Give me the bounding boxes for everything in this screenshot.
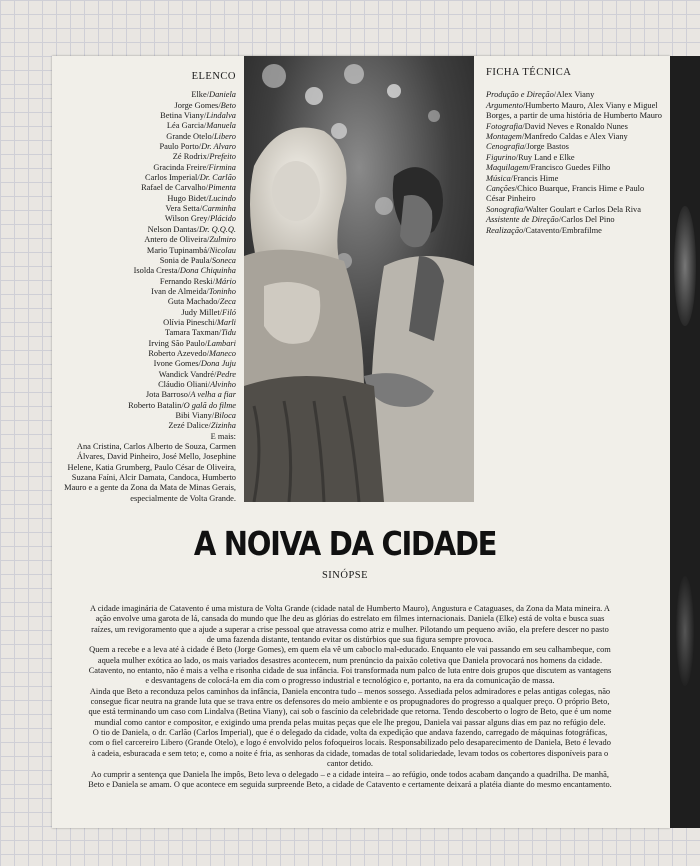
cast-row: Bibi Viany/Biloca	[175, 411, 236, 420]
cast-actor: Guta Machado	[167, 297, 218, 307]
cast-actor: Roberto Batalin	[128, 400, 182, 410]
cast-row: Paulo Porto/Dr. Alvaro	[159, 142, 236, 152]
cast-row: Cláudio Oliani/Alvinho	[158, 379, 236, 389]
cast-role: Pedre	[216, 369, 236, 379]
cast-role: O galã do filme	[183, 400, 236, 410]
cast-row: Roberto Batalin/O galã do filme	[128, 400, 236, 410]
cast-row: Antero de Oliveira/Zulmiro	[144, 235, 236, 245]
cast-actor: Carlos Imperial	[145, 173, 198, 183]
cast-actor: Ivan de Almeida	[151, 286, 207, 296]
cast-actor: Jota Barroso	[145, 390, 188, 400]
cast-role: Pimenta	[208, 183, 236, 193]
cast-actor: Grande Otelo	[166, 131, 212, 141]
cast-role: Tidu	[221, 328, 236, 338]
adjacent-page-photo	[670, 56, 700, 828]
synopsis-paragraph: O tio de Daniela, o dr. Carlão (Carlos Imperial), que é o delegado da cidade, volta da expedição que andava fazendo, carregado de máquinas fotográficas, com o fiel carcereiro Libero (Grande Otelo), e logo é envolvido pelos fofoqueiros locais. Responsabilizado pelo desaparecimento de Daniela, Beto é levado à cadeia, esburacada e sem teto; e, como a noite é fria, as senhoras da cidade, tomadas de total solidariedade, levam todos os cobertores disponíveis para o cantor detido.	[89, 728, 611, 769]
cast-row: Sonia de Paula/Soneca	[159, 255, 236, 265]
film-still-photo	[244, 56, 474, 502]
cast-row: Wandick Vandré/Pedre	[158, 369, 236, 379]
credit-name: Catavento/Embrafilme	[525, 225, 602, 235]
cast-extra-text: Ana Cristina, Carlos Alberto de Souza, Carmen Álvares, David Pinheiro, José Mello, Josephine Helene, Katia Grumberg, Paulo César de Oliveira, Suzana Faíni, Alcir Damata, Candoca, Humberto Mauro e a gente da Zona da Mata de Minas Gerais, especialmente de Volta Grande.	[64, 442, 236, 503]
cast-actor: Jorge Gomes	[174, 100, 219, 110]
credit-row: Figurino/Ruy Land e Elke	[486, 152, 575, 162]
cast-actor: Ivone Gomes	[153, 359, 199, 369]
credit-row: Produção e Direção/Alex Viany	[486, 90, 595, 100]
credit-role: Fotografia	[486, 121, 523, 131]
cast-row: Roberto Azevedo/Maneco	[148, 348, 236, 358]
synopsis-paragraph: Ainda que Beto a reconduza pelos caminhos da infância, Daniela encontra tudo – menos sossego. Assediada pelos admiradores e pelas antigas colegas, não consegue ficar neutra na grande luta que se trava entre os defensores do meio ambiente e os propugnadores do progresso a qualquer preço. O próprio Beto, que está terminando um caso com Lindalva (Betina Viany), cai sob o fascínio da celebridade que retorna. Tendo descoberto o logro de Beto, que é um nome mundial como cantor e compositor, e exigindo uma prenda pelas muitas peças que ele lhe pregou, Daniela vai passar alguns dias em paz no refúgio dele.	[88, 686, 612, 727]
cast-list	[60, 90, 236, 431]
credit-row: Cenografia/Jorge Bastos	[486, 142, 569, 152]
cast-row: Nelson Dantas/Dr. Q.Q.Q.	[147, 224, 236, 234]
cast-row: Carlos Imperial/Dr. Carlão	[145, 173, 236, 183]
cast-role: Lambari	[207, 338, 236, 348]
cast-row: Mario Tupinambá/Nicolau	[146, 245, 236, 255]
credit-row: Sonografia/Walter Goulart e Carlos Dela Riva	[486, 204, 641, 214]
credit-role: Canções	[486, 184, 515, 194]
cast-actor: Gracinda Freire	[153, 162, 207, 172]
credit-name: David Neves e Ronaldo Nunes	[524, 121, 628, 131]
cast-row: Grande Otelo/Libero	[166, 131, 236, 141]
cast-actor: Irving São Paulo	[148, 338, 205, 348]
credit-row: Montagem/Manfredo Caldas e Alex Viany	[486, 132, 628, 142]
credit-role: Realização	[486, 225, 524, 235]
film-still-illustration	[244, 56, 474, 502]
cast-row: Isolda Cresta/Dona Chiquinha	[133, 266, 236, 276]
cast-actor: Zé Rodrix	[172, 152, 207, 162]
cast-actor: Antero de Oliveira	[144, 235, 207, 245]
cast-role: Plácido	[209, 214, 236, 224]
cast-role: Zeca	[219, 297, 236, 307]
cast-role: Beto	[220, 100, 236, 110]
cast-role: Filó	[222, 307, 236, 317]
credits-section	[486, 68, 662, 236]
credit-row: Argumento/Humberto Mauro, Alex Viany e Miguel Borges, a partir de uma história de Humberto Mauro	[486, 100, 662, 121]
cast-role: Nicolau	[209, 245, 236, 255]
synopsis-text	[88, 604, 612, 790]
cast-role: Lucindo	[208, 193, 236, 203]
credit-name: Walter Goulart e Carlos Dela Riva	[525, 204, 641, 214]
cast-row: Hugo Bidet/Lucindo	[167, 193, 236, 203]
cast-actor: Fernando Reski	[159, 276, 213, 286]
cast-role: Dr. Alvaro	[201, 142, 236, 152]
cast-role: Prefeito	[209, 152, 236, 162]
cast-actor: Nelson Dantas	[147, 224, 197, 234]
credit-name: Alex Viany	[556, 90, 595, 100]
credit-row: Música/Francis Hime	[486, 173, 559, 183]
synopsis-heading: SINÓPSE	[321, 570, 369, 581]
credit-name: Chico Buarque, Francis Hime e Paulo César Pinheiro	[486, 184, 645, 204]
cast-role: Libero	[213, 131, 236, 141]
cast-row: Zé Rodrix/Prefeito	[172, 152, 236, 162]
credit-role: Argumento	[486, 100, 523, 110]
credit-name: Francisco Guedes Filho	[530, 163, 611, 173]
credit-role: Assistente de Direção	[486, 215, 559, 225]
cast-actor: Wilson Grey	[164, 214, 208, 224]
credit-name: Jorge Bastos	[526, 142, 569, 152]
cast-actor: Elke	[191, 90, 207, 100]
credit-row: Maquilagem/Francisco Guedes Filho	[486, 163, 611, 173]
credit-name: Manfredo Caldas e Alex Viany	[524, 132, 628, 142]
cast-actor: Isolda Cresta	[133, 266, 178, 276]
credit-name: Francis Hime	[512, 173, 559, 183]
cast-role: Alvinho	[209, 379, 236, 389]
cast-actor: Vera Setta	[165, 204, 200, 214]
credit-role: Produção e Direção	[486, 90, 554, 100]
cast-actor: Tamara Taxman	[164, 328, 219, 338]
cast-actor: Wandick Vandré	[158, 369, 214, 379]
cast-role: Lindalva	[206, 111, 236, 121]
cast-actor: Zezé Dalice	[168, 421, 209, 431]
cast-actor: Paulo Porto	[159, 142, 199, 152]
cast-extra-label: E mais:	[210, 431, 236, 441]
cast-row: Gracinda Freire/Firmina	[153, 162, 236, 172]
credit-role: Figurino	[486, 152, 516, 162]
cast-row: Jorge Gomes/Beto	[174, 100, 236, 110]
cast-actor: Olívia Pineschi	[163, 317, 215, 327]
cast-role: Manuela	[206, 121, 236, 131]
credit-role: Música	[486, 173, 511, 183]
credit-row: Realização/Catavento/Embrafilme	[486, 225, 602, 235]
cast-role: Dona Chiquinha	[179, 266, 236, 276]
cast-role: Mário	[215, 276, 236, 286]
cast-role: Toninho	[208, 286, 236, 296]
cast-role: Maneco	[209, 348, 236, 358]
cast-row: Judy Millet/Filó	[181, 307, 236, 317]
cast-actor: Bibi Viany	[175, 411, 212, 420]
cast-actor: Hugo Bidet	[167, 193, 207, 203]
cast-actor: Judy Millet	[181, 307, 220, 317]
synopsis-paragraph: Ao cumprir a sentença que Daniela lhe impôs, Beto leva o delegado – e a cidade inteira – ao refúgio, onde todos acabam dançando a quadrilha. De manhã, Beto e Daniela se amam. O que acontece em seguida surpreende Beto, a cidade de Catavento e certamente deixará a platéia diante do mesmo encantamento.	[88, 769, 612, 789]
cast-row: Olívia Pineschi/Marli	[163, 317, 236, 327]
credit-row: Fotografia/David Neves e Ronaldo Nunes	[486, 121, 628, 131]
credits-heading: FICHA TÉCNICA	[486, 67, 572, 78]
cast-actor: Mario Tupinambá	[146, 245, 208, 255]
cast-row: Vera Setta/Carminha	[165, 204, 236, 214]
credit-name: Humberto Mauro, Alex Viany e Miguel Borges, a partir de uma história de Humberto Mauro	[486, 100, 662, 121]
cast-role: Dr. Q.Q.Q.	[199, 224, 236, 234]
cast-role: Biloca	[214, 411, 236, 420]
cast-row: Fernando Reski/Mário	[159, 276, 236, 286]
cast-role: Zulmiro	[209, 235, 236, 245]
cast-role: Daniela	[209, 90, 236, 100]
cast-row: Wilson Grey/Plácido	[164, 214, 236, 224]
cast-row: Ivan de Almeida/Toninho	[151, 286, 236, 296]
synopsis-paragraph: Quem a recebe e a leva até à cidade é Beto (Jorge Gomes), em quem ela vê um caboclo mal-educado. Enquanto ele vai passando em seu calhambeque, com aquela mulher exótica ao lado, os mais variados desastres acontecem, num prenúncio da paixão coletiva que Daniela provocará nos homens da cidade. Catavento, no entanto, não é mais a velha e risonha cidade de sua infância. Foi transformada num palco de luta entre dois grupos que discutem as vantagens e desvantagens de colocá-la em dia com o progresso industrial e tecnológico e, portanto, na era da comunicação de massa.	[88, 645, 612, 686]
cast-row: Ivone Gomes/Dona Juju	[153, 359, 236, 369]
cast-row: Betina Viany/Lindalva	[160, 111, 236, 121]
credit-row: Assistente de Direção/Carlos Del Pino	[486, 215, 615, 225]
cast-row: Jota Barroso/A velha a fiar	[145, 390, 236, 400]
cast-actor: Rafael de Carvalho	[141, 183, 206, 193]
credit-role: Maquilagem	[486, 163, 529, 173]
credit-role: Montagem	[486, 132, 522, 142]
cast-row: Elke/Daniela	[191, 90, 236, 100]
synopsis-paragraph: A cidade imaginária de Catavento é uma mistura de Volta Grande (cidade natal de Humberto Mauro), Angustura e Cataguases, da Zona da Mata mineira. A ação envolve uma garota de lá, cansada do mundo que lhe deu as glórias do estrelato em filmes internacionais. Daniela (Elke) está de volta e busca suas raízes, um revigoramento que a ajude a superar a crise pessoal que atravessa como atriz e mulher. Pilotando um pequeno avião, ela prefere descer no pasto de uma fazenda distante, tentando evitar os distúrbios que sua figura sempre provoca.	[90, 604, 610, 645]
cast-role: Carminha	[202, 204, 236, 214]
cast-actor: Betina Viany	[160, 111, 204, 121]
cast-row: Guta Machado/Zeca	[167, 297, 236, 307]
cast-row: Rafael de Carvalho/Pimenta	[141, 183, 236, 193]
film-title: A NOIVA DA CIDADE	[193, 524, 497, 563]
cast-role: Dona Juju	[200, 359, 236, 369]
cast-section	[60, 72, 236, 504]
cast-role: Dr. Carlão	[199, 173, 236, 183]
cast-heading: ELENCO	[191, 71, 236, 82]
cast-role: Zizinha	[210, 421, 236, 431]
credit-row: Canções/Chico Buarque, Francis Hime e Paulo César Pinheiro	[486, 184, 645, 204]
cast-row: Tamara Taxman/Tidu	[164, 328, 236, 338]
cast-role: A velha a fiar	[190, 390, 236, 400]
cast-row: Léa Garcia/Manuela	[166, 121, 236, 131]
credit-name: Ruy Land e Elke	[518, 152, 575, 162]
credit-name: Carlos Del Pino	[561, 215, 615, 225]
cast-actor: Sonia de Paula	[159, 255, 210, 265]
cast-actor: Cláudio Oliani	[158, 379, 208, 389]
cast-role: Firmina	[208, 162, 236, 172]
cast-row: Irving São Paulo/Lambari	[148, 338, 236, 348]
credits-list	[486, 90, 662, 236]
cast-actor: Léa Garcia	[166, 121, 204, 131]
cast-actor: Roberto Azevedo	[148, 348, 207, 358]
credit-role: Sonografia	[486, 204, 524, 214]
cast-role: Soneca	[211, 255, 236, 265]
cast-row: Zezé Dalice/Zizinha	[168, 421, 236, 431]
credit-role: Cenografia	[486, 142, 525, 152]
cast-role: Marli	[216, 317, 236, 327]
